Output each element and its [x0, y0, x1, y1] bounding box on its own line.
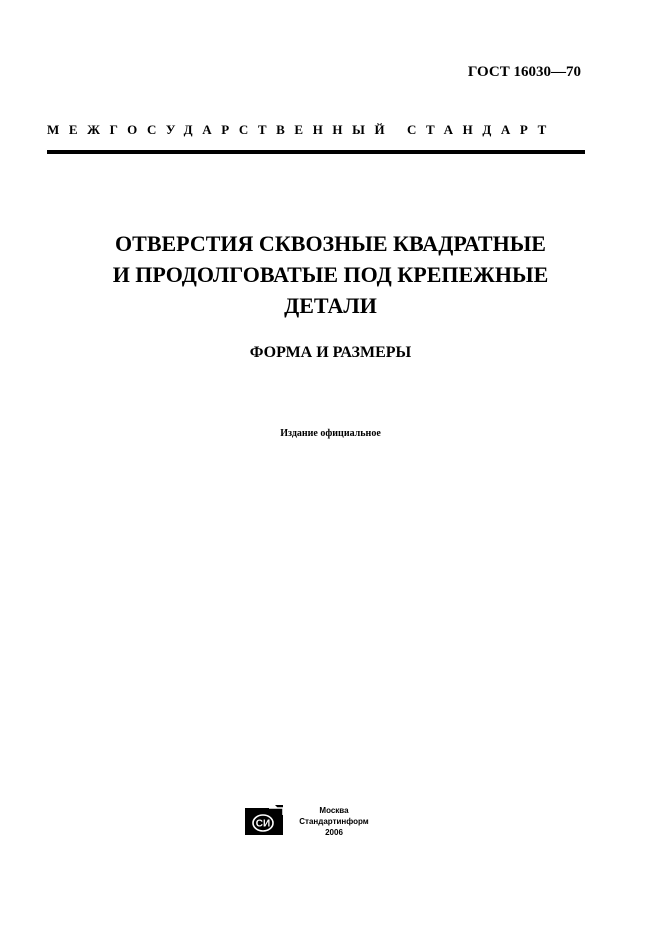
imprint-city: Москва [319, 806, 349, 815]
title-line-2: И ПРОДОЛГОВАТЫЕ ПОД КРЕПЕЖНЫЕ [112, 262, 549, 287]
publisher-imprint [292, 805, 376, 838]
standard-type-heading: МЕЖГОСУДАРСТВЕННЫЙ СТАНДАРТ [47, 122, 556, 137]
edition-note: Издание официальное [280, 428, 381, 439]
title-line-3: ДЕТАЛИ [284, 293, 377, 318]
imprint-year: 2006 [325, 828, 343, 837]
document-subtitle: ФОРМА И РАЗМЕРЫ [249, 344, 412, 361]
publisher-logo-text: СИ [255, 818, 271, 830]
header-divider [47, 150, 585, 154]
document-number: ГОСТ 16030—70 [467, 64, 581, 80]
title-line-1: ОТВЕРСТИЯ СКВОЗНЫЕ КВАДРАТНЫЕ [115, 231, 546, 256]
imprint-publisher: Стандартинформ [299, 817, 369, 826]
document-title [40, 228, 621, 321]
publisher-logo-icon [245, 805, 283, 835]
